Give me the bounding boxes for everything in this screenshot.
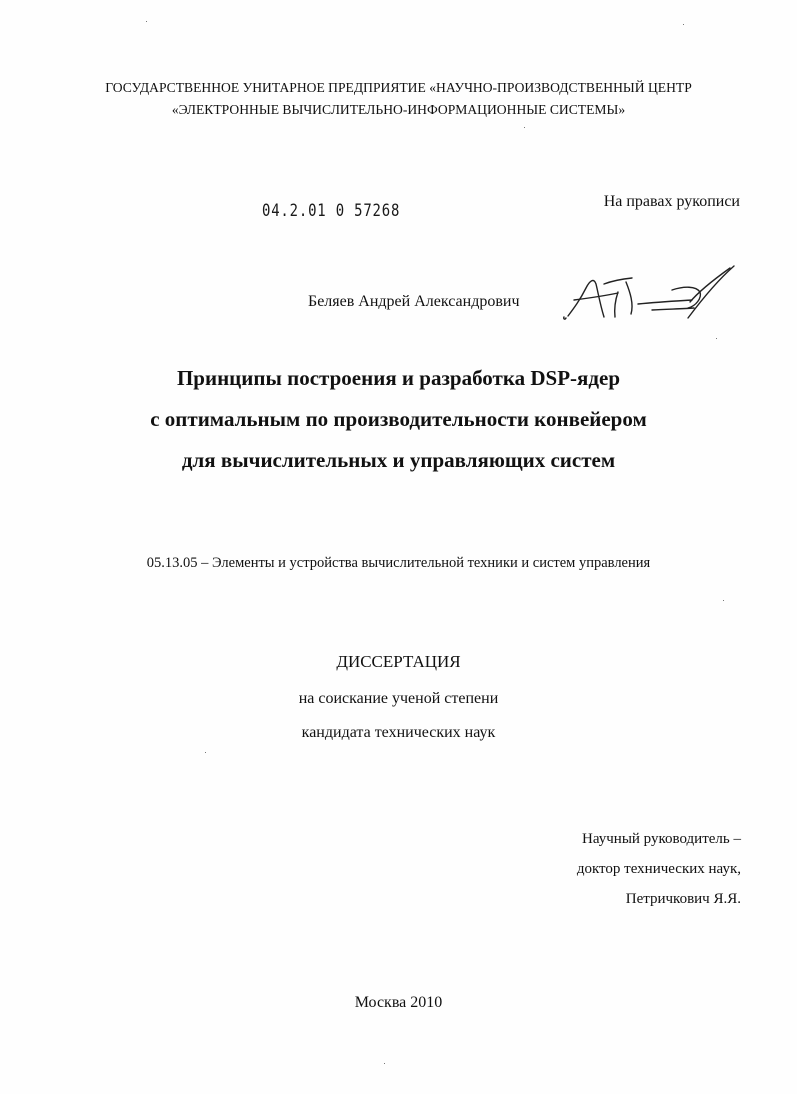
organization-line-2: «ЭЛЕКТРОННЫЕ ВЫЧИСЛИТЕЛЬНО-ИНФОРМАЦИОННЫЕ СИСТЕМЫ» [171,102,626,117]
specialty-code: 05.13.05 – Элементы и устройства вычислительной техники и систем управления [146,555,651,571]
degree-name-line: кандидата технических наук [301,724,496,741]
city-and-year: Москва 2010 [354,994,443,1011]
scan-speck [205,752,206,753]
supervisor-role: Научный руководитель – [582,831,741,847]
dissertation-title [0,358,797,481]
scan-speck [683,24,684,25]
author-signature [560,262,745,347]
scan-speck [524,127,525,128]
supervisor-degree: доктор технических наук, [576,861,741,877]
supervisor-name: Петричкович Я.Я. [625,891,741,907]
dissertation-label: ДИССЕРТАЦИЯ [336,652,461,671]
author-name: Беляев Андрей Александрович [308,293,520,310]
organization-line-1: ГОСУДАРСТВЕННОЕ УНИТАРНОЕ ПРЕДПРИЯТИЕ «НАУЧНО-ПРОИЗВОДСТВЕННЫЙ ЦЕНТР [105,80,692,95]
title-line-3: для вычислительных и управляющих систем [181,448,616,472]
title-line-1: Принципы построения и разработка DSP-ядер [176,366,621,390]
registration-stamp-number: 04.2.01 0 57268 [262,201,401,221]
scan-speck [384,1063,385,1064]
scan-speck [716,338,717,339]
scan-speck [146,21,147,22]
title-line-2: с оптимальным по производительности конвейером [150,407,647,431]
scan-speck [723,600,724,601]
organization-header [0,77,797,121]
degree-purpose-line: на соискание ученой степени [298,690,499,707]
manuscript-rights-note: На правах рукописи [603,193,740,210]
